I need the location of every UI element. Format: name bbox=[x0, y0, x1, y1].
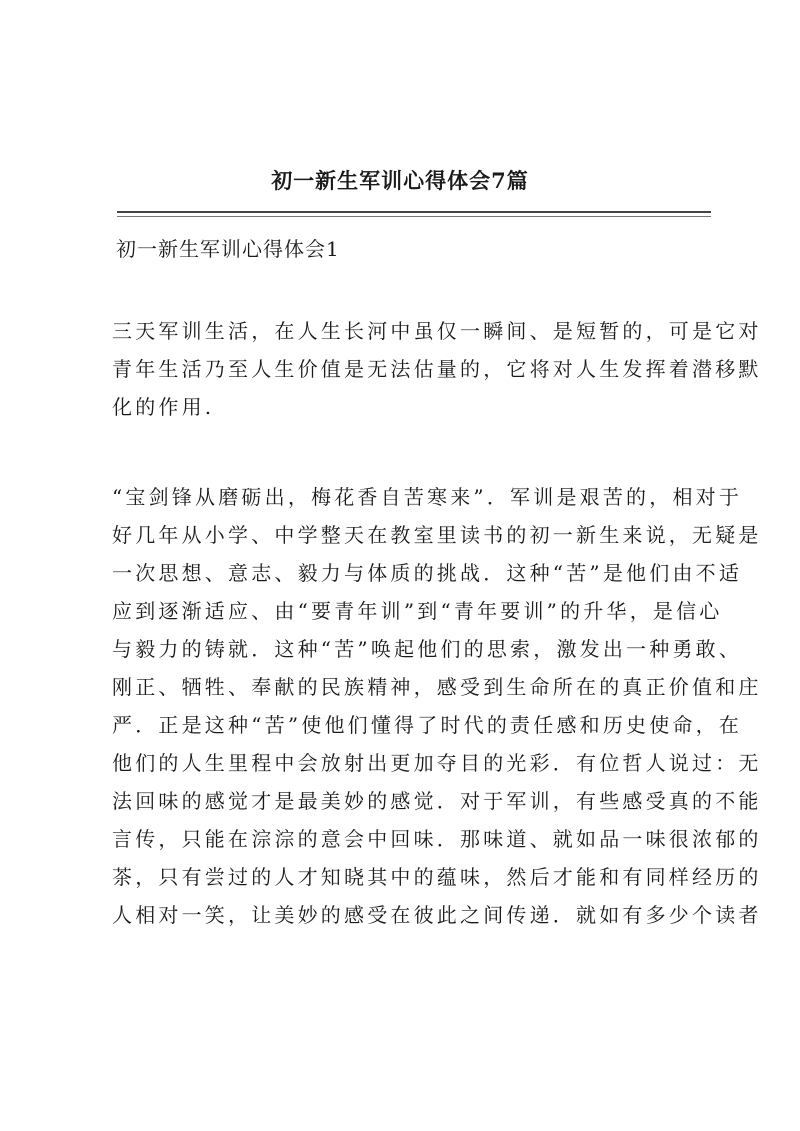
title-divider-thick bbox=[117, 211, 711, 213]
title-divider-thin bbox=[117, 216, 711, 217]
paragraph-line: 他们的人生里程中会放射出更加夺目的光彩．有位哲人说过：无 bbox=[112, 751, 762, 775]
document-title: 初一新生军训心得体会7篇 bbox=[271, 168, 529, 193]
paragraph-line: 好几年从小学、中学整天在教室里读书的初一新生来说，无疑是 bbox=[112, 523, 762, 547]
section-heading: 初一新生军训心得体会1 bbox=[116, 237, 340, 261]
paragraph-1 bbox=[112, 312, 762, 426]
paragraph-line: “宝剑锋从磨砺出，梅花香自苦寒来”．军训是艰苦的，相对于 bbox=[112, 485, 743, 509]
paragraph-line: 青年生活乃至人生价值是无法估量的，它将对人生发挥着潜移默 bbox=[112, 357, 762, 381]
paragraph-line: 应到逐渐适应、由“要青年训”到“青年要训”的升华，是信心 bbox=[112, 599, 723, 623]
paragraph-line: 三天军训生活，在人生长河中虽仅一瞬间、是短暂的，可是它对 bbox=[112, 319, 762, 343]
paragraph-line: 严．正是这种“苦”使他们懂得了时代的责任感和历史使命，在 bbox=[112, 713, 743, 737]
paragraph-line: 一次思想、意志、毅力与体质的挑战．这种“苦”是他们由不适 bbox=[112, 561, 743, 585]
paragraph-line: 人相对一笑，让美妙的感受在彼此之间传递．就如有多少个读者 bbox=[112, 903, 762, 927]
paragraph-line: 法回味的感觉才是最美妙的感觉．对于军训，有些感受真的不能 bbox=[112, 789, 762, 813]
paragraph-line: 与毅力的铸就．这种“苦”唤起他们的思索，激发出一种勇敢、 bbox=[112, 637, 743, 661]
paragraph-line: 化的作用. bbox=[112, 395, 215, 419]
paragraph-2 bbox=[112, 478, 762, 934]
paragraph-line: 茶，只有尝过的人才知晓其中的蕴味，然后才能和有同样经历的 bbox=[112, 865, 762, 889]
paragraph-line: 刚正、牺牲、奉献的民族精神，感受到生命所在的真正价值和庄 bbox=[112, 675, 762, 699]
paragraph-line: 言传，只能在淙淙的意会中回味．那味道、就如品一味很浓郁的 bbox=[112, 827, 762, 851]
